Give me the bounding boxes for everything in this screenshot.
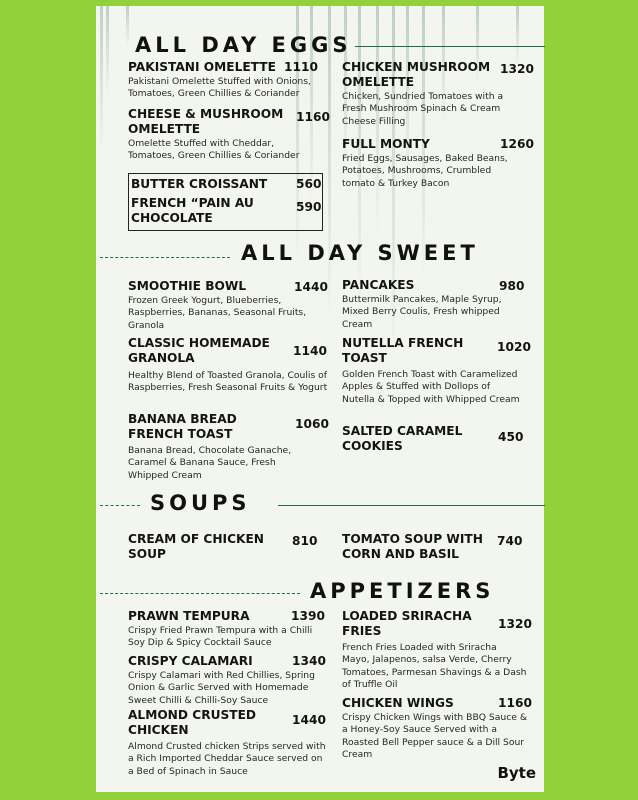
- item-desc: Crispy Calamari with Red Chillies, Spring Onion & Garlic Served with Homemade Sweet Chilli & Chilli-Soy Sauce: [128, 670, 315, 706]
- item-price: 1320: [500, 62, 534, 76]
- item-price: 450: [498, 430, 524, 444]
- item-price: 1060: [295, 417, 329, 431]
- menu-item-pain-au-chocolate: [131, 196, 291, 226]
- item-desc: Banana Bread, Chocolate Ganache, Caramel & Banana Sauce, Fresh Whipped Cream: [128, 445, 292, 481]
- item-name: SMOOTHIE BOWL: [128, 279, 247, 293]
- item-price: 1160: [296, 110, 330, 124]
- menu-item-salted-caramel-cookies: [342, 424, 522, 454]
- item-desc: Omelette Stuffed with Cheddar, Tomatoes, Green Chillies & Coriander: [128, 138, 300, 162]
- item-name: LOADED SRIRACHA FRIES: [342, 609, 472, 638]
- item-desc: Healthy Blend of Toasted Granola, Coulis of Raspberries, Fresh Seasonal Fruits & Yogurt: [128, 370, 328, 394]
- item-price: 590: [296, 200, 322, 214]
- item-price: 980: [499, 279, 525, 293]
- item-desc: Almond Crusted chicken Strips served with a Rich Imported Cheddar Sauce served on a Bed of Spinach in Sauce: [128, 741, 326, 777]
- item-name: ALMOND CRUSTED CHICKEN: [128, 708, 257, 737]
- item-name: BANANA BREAD FRENCH TOAST: [128, 412, 237, 441]
- item-desc: Crispy Fried Prawn Tempura with a Chilli Soy Dip & Spicy Cocktail Sauce: [128, 625, 313, 649]
- item-price: 1140: [293, 344, 327, 358]
- item-name: NUTELLA FRENCH TOAST: [342, 336, 464, 365]
- item-price: 810: [292, 534, 318, 548]
- item-price: 740: [497, 534, 523, 548]
- item-price: 1260: [500, 137, 534, 151]
- menu-item-nutella-toast: [342, 336, 522, 406]
- menu-item-smoothie-bowl: [128, 279, 318, 332]
- item-price: 1020: [497, 340, 531, 354]
- item-price: 1440: [292, 713, 326, 727]
- item-name: CHICKEN MUSHROOM OMELETTE: [342, 60, 491, 89]
- menu-item-cream-of-chicken: [128, 532, 298, 562]
- item-name: CLASSIC HOMEMADE GRANOLA: [128, 336, 270, 365]
- item-desc: Crispy Chicken Wings with BBQ Sauce & a Honey-Soy Sauce Served with a Roasted Bell Pepper sauce & a Dill Sour Cream: [342, 712, 527, 761]
- item-price: 560: [296, 177, 322, 191]
- item-desc: Chicken, Sundried Tomatoes with a Fresh Mushroom Spinach & Cream Cheese Filling: [342, 91, 504, 127]
- item-price: 1160: [498, 696, 532, 710]
- item-name: CHEESE & MUSHROOM OMELETTE: [128, 107, 284, 136]
- item-desc: Fried Eggs, Sausages, Baked Beans, Potatoes, Mushrooms, Crumbled tomato & Turkey Bacon: [342, 153, 508, 189]
- section-rule: [100, 505, 140, 507]
- section-title-eggs: ALL DAY EGGS: [135, 33, 352, 57]
- item-price: 1320: [498, 617, 532, 631]
- logo-text: Byte: [497, 764, 536, 782]
- item-desc: Frozen Greek Yogurt, Blueberries, Raspberries, Bananas, Seasonal Fruits, Granola: [128, 295, 307, 331]
- byte-logo: [497, 764, 536, 782]
- item-desc: French Fries Loaded with Sriracha Mayo, Jalapenos, salsa Verde, Cherry Tomatoes, Parmesan Shavings & a Dash of Truffle Oil: [342, 642, 527, 691]
- item-desc: Golden French Toast with Caramelized Apples & Stuffed with Dollops of Nutella & Topped with Whipped Cream: [342, 369, 520, 405]
- section-title-appetizers: APPETIZERS: [310, 579, 495, 603]
- item-price: 1340: [292, 654, 326, 668]
- item-name: FRENCH “PAIN AU CHOCOLATE: [131, 196, 254, 225]
- menu-item-butter-croissant: [131, 177, 291, 192]
- item-name: PANCAKES: [342, 278, 415, 292]
- menu-item-prawn-tempura: [128, 609, 318, 650]
- item-desc: Buttermilk Pancakes, Maple Syrup, Mixed Berry Coulis, Fresh whipped Cream: [342, 294, 502, 330]
- item-desc: Pakistani Omelette Stuffed with Onions, Tomatoes, Green Chillies & Coriander: [128, 76, 311, 100]
- section-title-sweet: ALL DAY SWEET: [241, 241, 479, 265]
- item-name: CREAM OF CHICKEN SOUP: [128, 532, 264, 561]
- section-rule: [100, 593, 300, 595]
- item-price: 1110: [284, 60, 318, 74]
- item-name: FULL MONTY: [342, 137, 430, 151]
- item-name: SALTED CARAMEL COOKIES: [342, 424, 463, 453]
- menu-item-cheese-omelette: [128, 107, 323, 163]
- section-title-soups: SOUPS: [150, 491, 251, 515]
- menu-item-pancakes: [342, 278, 525, 331]
- item-price: 1440: [294, 280, 328, 294]
- item-price: 1390: [291, 609, 325, 623]
- item-name: CRISPY CALAMARI: [128, 654, 253, 668]
- item-name: CHICKEN WINGS: [342, 696, 454, 710]
- menu-item-tomato-soup: [342, 532, 512, 562]
- item-name: PAKISTANI OMELETTE: [128, 60, 276, 74]
- item-name: TOMATO SOUP WITH CORN AND BASIL: [342, 532, 483, 561]
- section-rule: [278, 505, 545, 506]
- item-name: PRAWN TEMPURA: [128, 609, 250, 623]
- menu-item-banana-bread: [128, 412, 318, 482]
- item-name: BUTTER CROISSANT: [131, 177, 268, 191]
- section-rule: [100, 257, 230, 259]
- section-rule: [355, 46, 545, 47]
